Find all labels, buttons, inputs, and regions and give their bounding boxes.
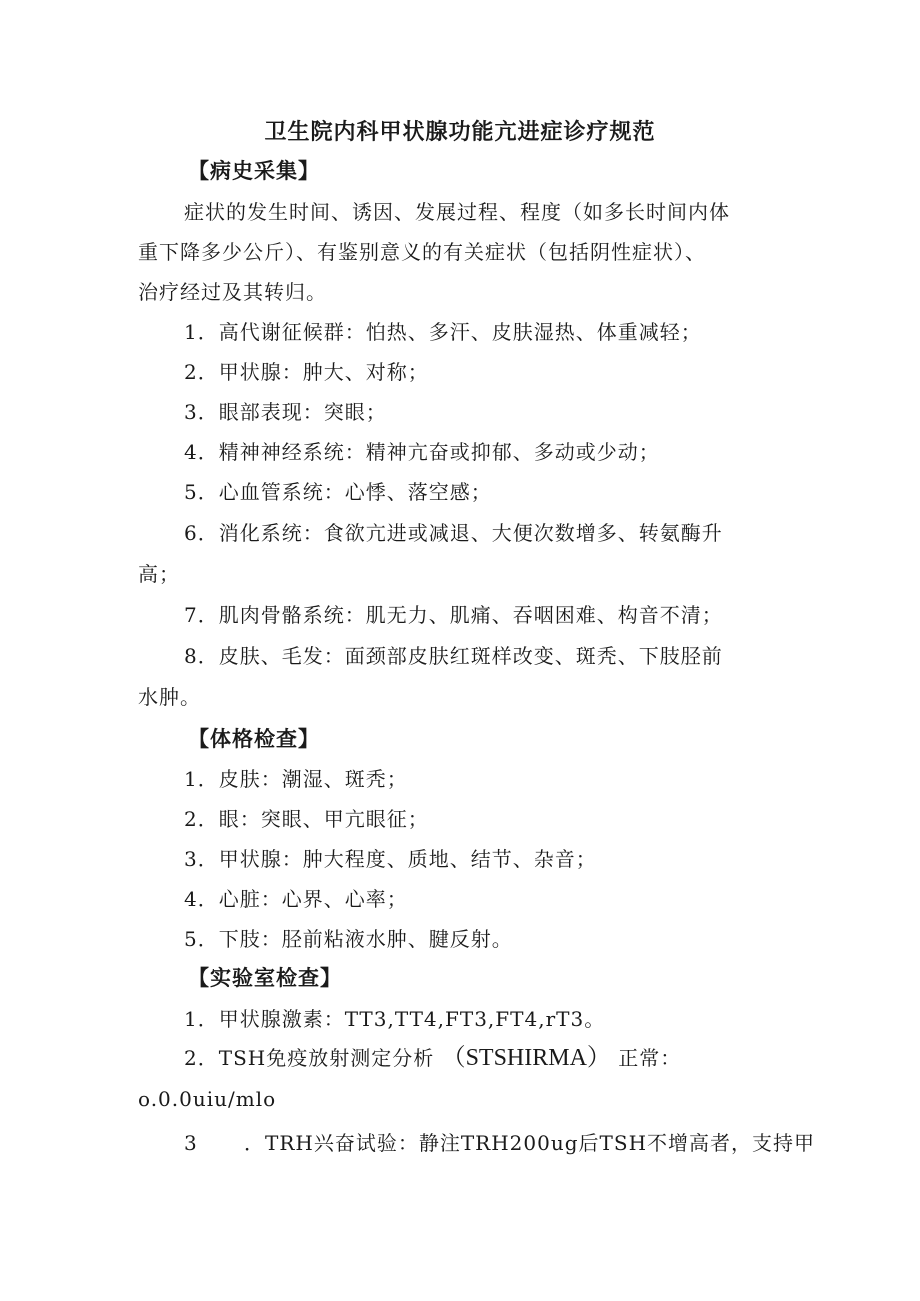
paragraph-line: 重下降多少公斤）、有鉴别意义的有关症状（包括阴性症状）、 xyxy=(138,240,706,264)
document-title: 卫生院内科甲状腺功能亢进症诊疗规范 xyxy=(264,119,656,145)
list-item-number: 3 xyxy=(184,1131,198,1155)
paragraph-line: 治疗经过及其转归。 xyxy=(138,280,327,304)
section-heading-history: 【病史采集】 xyxy=(188,158,320,183)
list-item-text: 2．TSH免疫放射测定分析 xyxy=(184,1046,435,1070)
list-item: 6．消化系统：食欲亢进或减退、大便次数增多、转氨酶升 xyxy=(184,521,723,545)
section-heading-exam: 【体格检查】 xyxy=(188,726,320,751)
list-item: 7．肌肉骨骼系统：肌无力、肌痛、吞咽困难、构音不清； xyxy=(184,603,723,627)
list-item-continuation: 水肿。 xyxy=(138,685,201,709)
list-item: 1．皮肤：潮湿、斑秃； xyxy=(184,767,408,791)
list-item: 2．甲状腺：肿大、对称； xyxy=(184,360,429,384)
paragraph-line: 症状的发生时间、诱因、发展过程、程度（如多长时间内体 xyxy=(184,200,730,224)
list-item-abbrev: （STSHIRMA） xyxy=(441,1045,611,1071)
list-item: 1．高代谢征候群：怕热、多汗、皮肤湿热、体重减轻； xyxy=(184,320,702,344)
list-item-text: 正常： xyxy=(618,1046,682,1070)
list-item: 4．心脏：心界、心率； xyxy=(184,887,408,911)
list-item: 8．皮肤、毛发：面颈部皮肤红斑样改变、斑秃、下肢胫前 xyxy=(184,644,723,668)
list-item: 2．眼：突眼、甲亢眼征； xyxy=(184,807,429,831)
list-item-continuation: o.0.0uiu/mlo xyxy=(138,1087,277,1111)
list-item: ．TRH兴奋试验：静注TRH200ug后TSH不增高者，支持甲 xyxy=(244,1131,816,1155)
section-heading-lab: 【实验室检查】 xyxy=(188,965,342,990)
list-item: 3．甲状腺：肿大程度、质地、结节、杂音； xyxy=(184,847,597,871)
list-item xyxy=(184,1043,681,1073)
list-item: 3．眼部表现：突眼； xyxy=(184,400,387,424)
list-item: 4．精神神经系统：精神亢奋或抑郁、多动或少动； xyxy=(184,440,660,464)
list-item: 5．下肢：胫前粘液水肿、腱反射。 xyxy=(184,927,513,951)
list-item: 5．心血管系统：心悸、落空感； xyxy=(184,480,492,504)
list-item-continuation: 高； xyxy=(138,562,180,586)
list-item: 1．甲状腺激素：TT3,TT4,FT3,FT4,rT3。 xyxy=(184,1007,606,1031)
